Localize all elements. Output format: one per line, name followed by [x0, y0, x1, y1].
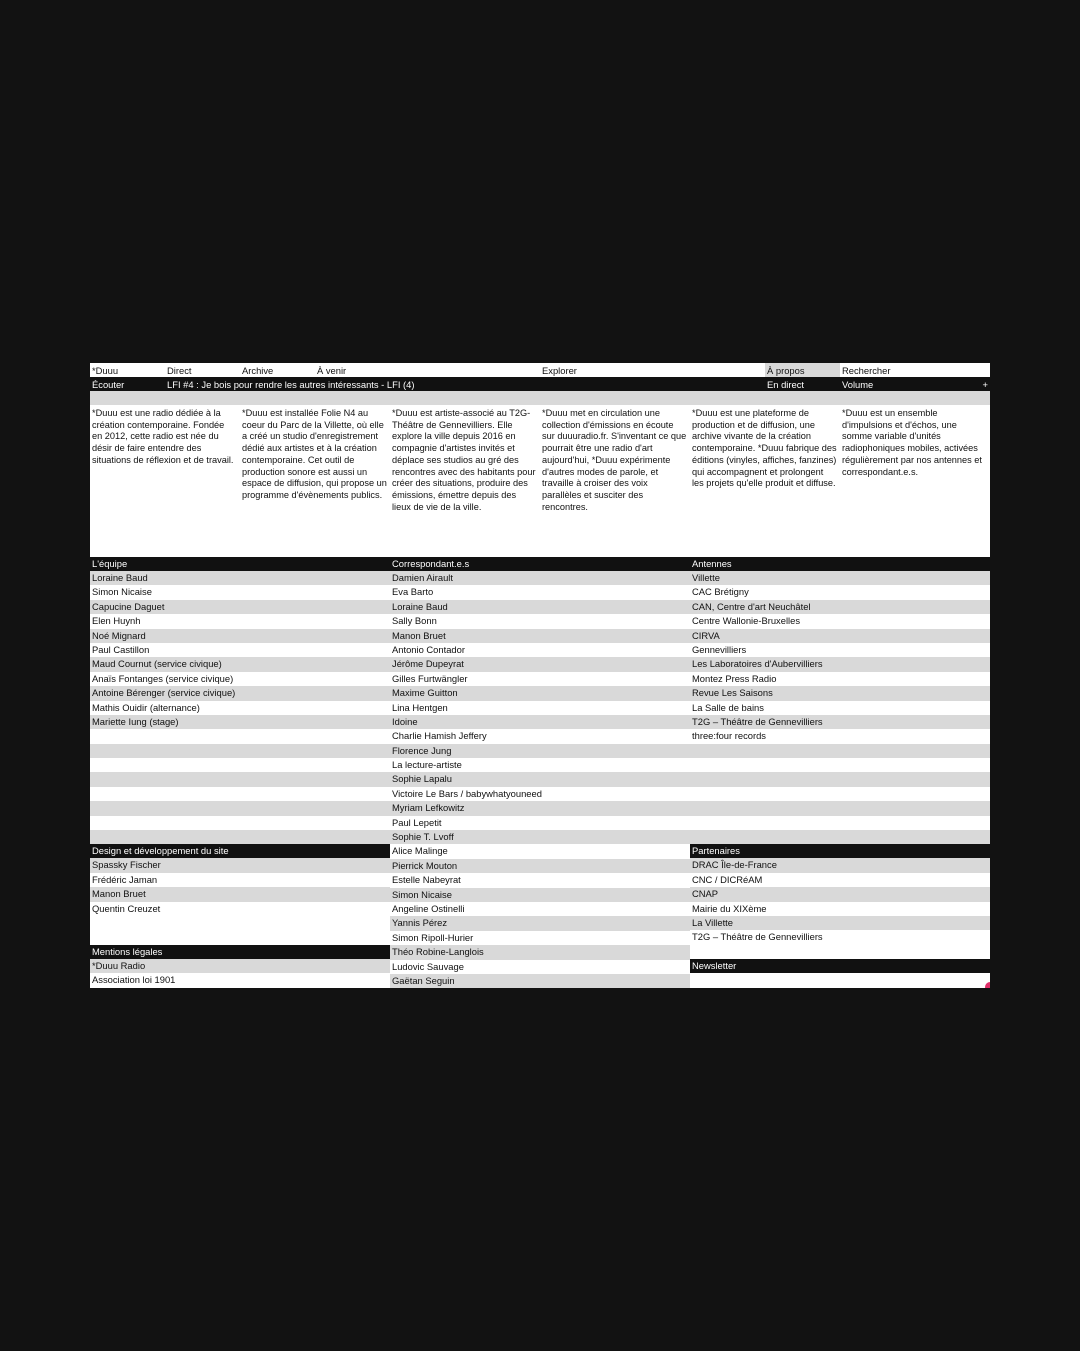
nav-a-propos[interactable]: À propos [765, 363, 840, 377]
correspondant-link[interactable]: Simon Ripoll-Hurier [390, 931, 690, 945]
team-member: Antoine Bérenger (service civique) [90, 686, 390, 700]
correspondant-link[interactable]: Yannis Pérez [390, 916, 690, 930]
correspondant-link[interactable]: Damien Airault [390, 571, 690, 585]
about-paragraph-5: *Duuu est une plateforme de production et de diffusion, une archive vivante de la création contemporaine. *Duuu fabrique des éditions (vinyles, affiches, fanzines) qui accompagnent et prolongent les projets qu'elle produit et diffuse. [692, 408, 837, 489]
newsletter-header: Newsletter [690, 959, 990, 973]
correspondant-link[interactable]: Sophie Lapalu [390, 772, 690, 786]
correspondant-link[interactable]: Pierrick Mouton [390, 859, 690, 873]
antennes-filler-rows [690, 744, 990, 845]
correspondant-link[interactable]: Simon Nicaise [390, 888, 690, 902]
correspondant-link[interactable]: Manon Bruet [390, 629, 690, 643]
team-list [90, 571, 390, 729]
blank-row [690, 758, 990, 772]
correspondants-list [390, 571, 690, 988]
correspondant-link[interactable]: Myriam Lefkowitz [390, 801, 690, 815]
team-member: Maud Cournut (service civique) [90, 657, 390, 671]
antenne-link[interactable]: Les Laboratoires d'Aubervilliers [690, 657, 990, 671]
listen-button[interactable]: Écouter [92, 379, 125, 390]
team-member: Noé Mignard [90, 629, 390, 643]
nav-direct[interactable]: Direct [167, 365, 192, 376]
antenne-link[interactable]: CAN, Centre d'art Neuchâtel [690, 600, 990, 614]
legal-list [90, 959, 390, 988]
legal-header: Mentions légales [90, 945, 390, 959]
antenne-link[interactable]: T2G – Théâtre de Gennevilliers [690, 715, 990, 729]
correspondant-link[interactable]: La lecture-artiste [390, 758, 690, 772]
spacer-band [90, 391, 990, 405]
blank-row [90, 930, 390, 944]
blank-row [690, 744, 990, 758]
design-credit: Spassky Fischer [90, 858, 390, 872]
antenne-link[interactable]: Revue Les Saisons [690, 686, 990, 700]
antenne-link[interactable]: La Salle de bains [690, 701, 990, 715]
blank-row [90, 916, 390, 930]
about-paragraph-2: *Duuu est installée Folie N4 au coeur du Parc de la Villette, où elle a créé un studio d'enregistrement dédié aux artistes et à la création contemporaine. Cet outil de production sonore est aussi un espace de diffusion, qui propose un programme d'évènements publics. [242, 408, 387, 500]
partner-link[interactable]: T2G – Théâtre de Gennevilliers [690, 930, 990, 944]
team-header: L'équipe [90, 557, 390, 571]
team-member: Paul Castillon [90, 643, 390, 657]
blank-row [690, 945, 990, 959]
legal-line: Association loi 1901 [90, 973, 390, 987]
blank-row [90, 787, 390, 801]
legal-line: *Duuu Radio [90, 959, 390, 973]
design-credit: Manon Bruet [90, 887, 390, 901]
antenne-link[interactable]: Gennevilliers [690, 643, 990, 657]
design-credit: Quentin Creuzet [90, 902, 390, 916]
now-playing-title[interactable]: LFI #4 : Je bois pour rendre les autres intéressants - LFI (4) [167, 379, 415, 390]
website-viewport [90, 363, 990, 988]
partner-link[interactable]: Mairie du XIXème [690, 902, 990, 916]
team-member: Elen Huynh [90, 614, 390, 628]
correspondant-link[interactable]: Paul Lepetit [390, 816, 690, 830]
nav-explorer[interactable]: Explorer [542, 365, 577, 376]
nav-search[interactable]: Rechercher [842, 365, 891, 376]
top-navigation [90, 363, 990, 377]
player-bar [90, 377, 990, 391]
blank-row [90, 729, 390, 743]
blank-row [690, 830, 990, 844]
correspondant-link[interactable]: Gilles Furtwängler [390, 672, 690, 686]
team-member: Loraine Baud [90, 571, 390, 585]
design-list [90, 858, 390, 916]
partner-link[interactable]: DRAC Île-de-France [690, 858, 990, 872]
partners-list [690, 858, 990, 944]
correspondant-link[interactable]: Loraine Baud [390, 600, 690, 614]
correspondant-link[interactable]: Idoine [390, 715, 690, 729]
design-header: Design et développement du site [90, 844, 390, 858]
team-member: Capucine Daguet [90, 600, 390, 614]
antenne-link[interactable]: Montez Press Radio [690, 672, 990, 686]
correspondants-column [390, 557, 690, 988]
team-member: Anaïs Fontanges (service civique) [90, 672, 390, 686]
correspondant-link[interactable]: Sophie T. Lvoff [390, 830, 690, 844]
correspondant-link[interactable]: Ludovic Sauvage [390, 960, 690, 974]
volume-plus-button[interactable]: + [982, 379, 988, 390]
design-credit: Frédéric Jaman [90, 873, 390, 887]
about-paragraph-4: *Duuu met en circulation une collection d'émissions en écoute sur duuuradio.fr. S'inventant ce que pourrait être une radio d'art aujourd'hui, *Duuu expérimente d'autres modes de parole, et travaille à croiser des voix parallèles et susciter des rencontres. [542, 408, 687, 512]
team-filler-rows [90, 729, 390, 844]
blank-row [90, 772, 390, 786]
correspondant-link[interactable]: Victoire Le Bars / babywhatyouneed [390, 787, 690, 801]
about-paragraph-3: *Duuu est artiste-associé au T2G-Théâtre de Gennevilliers. Elle explore la ville depuis 2016 en compagnie d'artistes invités et déplace ses studios au gré des rencontres avec des habitants pour créer des situations, produire des émissions, émettre depuis des lieux de vie de la ville. [392, 408, 536, 512]
blank-row [690, 801, 990, 815]
correspondant-link[interactable]: Théo Robine-Langlois [390, 945, 690, 959]
blank-row [90, 801, 390, 815]
team-member: Simon Nicaise [90, 585, 390, 599]
blank-row [90, 744, 390, 758]
correspondant-link[interactable]: Angeline Ostinelli [390, 902, 690, 916]
correspondant-link[interactable]: Sally Bonn [390, 614, 690, 628]
blank-row [90, 830, 390, 844]
nav-archive[interactable]: Archive [242, 365, 274, 376]
team-member: Mathis Ouidir (alternance) [90, 701, 390, 715]
antennes-column [690, 557, 990, 973]
correspondant-link[interactable]: Alice Malinge [390, 844, 690, 858]
antenne-link[interactable]: CIRVA [690, 629, 990, 643]
antennes-header: Antennes [690, 557, 990, 571]
about-paragraph-6: *Duuu est un ensemble d'impulsions et d'échos, une somme variable d'unités radiophoniques mobiles, activées régulièrement par nos antennes et correspondant.e.s. [842, 408, 982, 477]
about-paragraph-1: *Duuu est une radio dédiée à la création contemporaine. Fondée en 2012, cette radio est née du désir de faire entendre des situations de réflexion et de travail. [92, 408, 234, 465]
blank-row [690, 787, 990, 801]
correspondant-link[interactable]: Gaëtan Seguin [390, 974, 690, 988]
blank-row [90, 816, 390, 830]
correspondant-link[interactable]: Maxime Guitton [390, 686, 690, 700]
partner-link[interactable]: CNC / DICRéAM [690, 873, 990, 887]
antenne-link[interactable]: Villette [690, 571, 990, 585]
blank-row [690, 772, 990, 786]
team-member: Mariette Iung (stage) [90, 715, 390, 729]
volume-label[interactable]: Volume [842, 379, 874, 390]
correspondant-link[interactable]: Antonio Contador [390, 643, 690, 657]
antenne-link[interactable]: Centre Wallonie-Bruxelles [690, 614, 990, 628]
correspondant-link[interactable]: Estelle Nabeyrat [390, 873, 690, 887]
nav-a-venir[interactable]: À venir [317, 365, 347, 376]
correspondant-link[interactable]: Florence Jung [390, 744, 690, 758]
correspondant-link[interactable]: Jérôme Dupeyrat [390, 657, 690, 671]
antennes-list [690, 571, 990, 744]
nav-home-logo[interactable]: *Duuu [92, 365, 119, 376]
partner-link[interactable]: CNAP [690, 887, 990, 901]
antenne-link[interactable]: three:four records [690, 729, 990, 743]
live-button[interactable]: En direct [767, 379, 804, 390]
blank-row [690, 816, 990, 830]
correspondant-link[interactable]: Charlie Hamish Jeffery [390, 729, 690, 743]
team-column [90, 557, 390, 988]
correspondant-link[interactable]: Lina Hentgen [390, 701, 690, 715]
partners-header: Partenaires [690, 844, 990, 858]
partner-link[interactable]: La Villette [690, 916, 990, 930]
correspondants-header: Correspondant.e.s [390, 557, 690, 571]
antenne-link[interactable]: CAC Brétigny [690, 585, 990, 599]
cursor-indicator [985, 982, 990, 988]
blank-row [90, 758, 390, 772]
correspondant-link[interactable]: Eva Barto [390, 585, 690, 599]
